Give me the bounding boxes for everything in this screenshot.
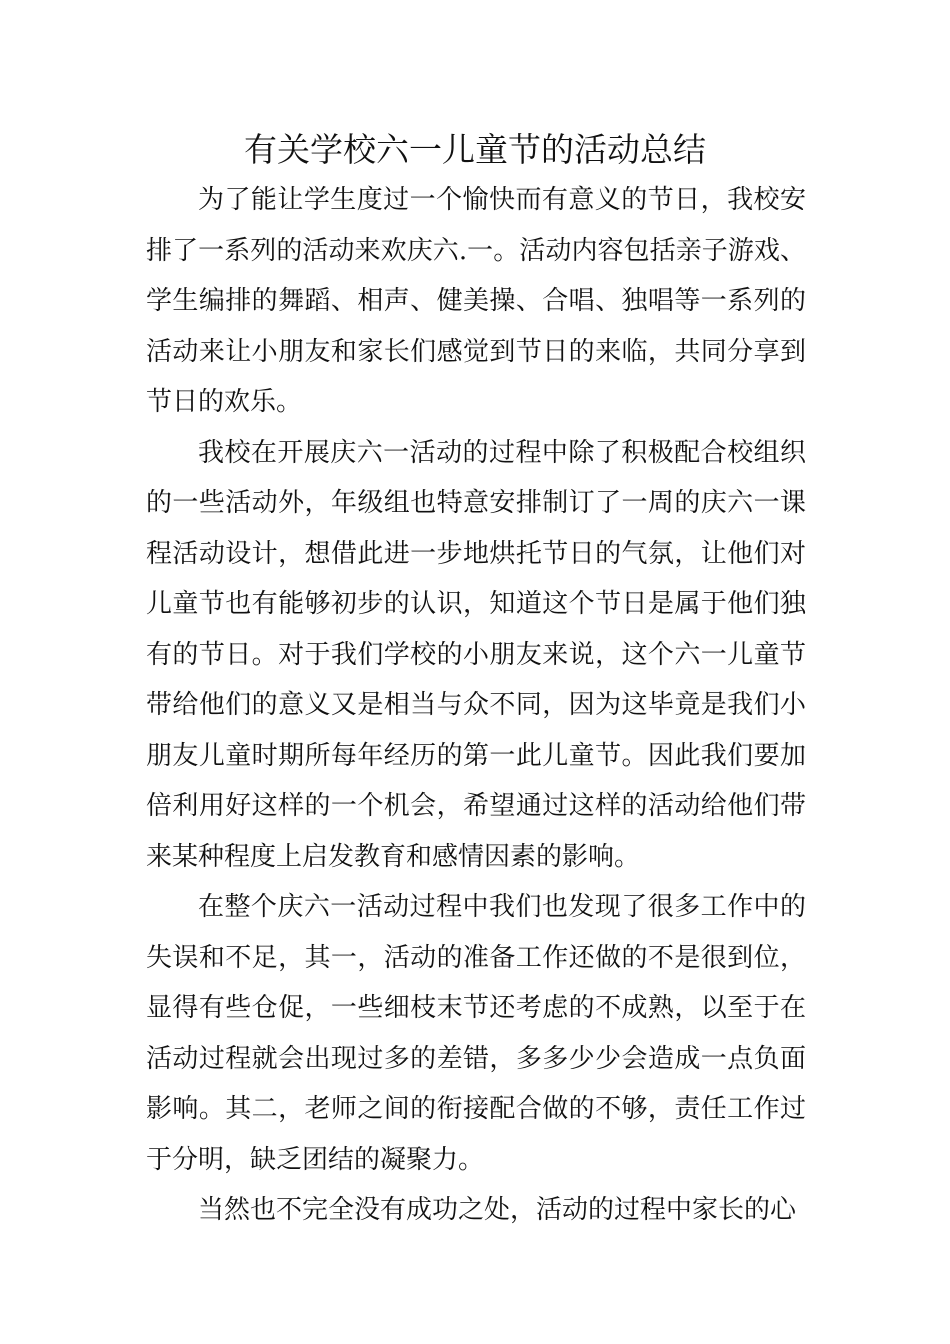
paragraph-1: 为了能让学生度过一个愉快而有意义的节日，我校安排了一系列的活动来欢庆六.一。活动内容包括亲子游戏、学生编排的舞蹈、相声、健美操、合唱、独唱等一系列的活动来让小朋友和家长们感觉到节日的来临，共同分享到节日的欢乐。 bbox=[146, 185, 806, 417]
document-body bbox=[146, 175, 806, 1236]
paragraph-2: 我校在开展庆六一活动的过程中除了积极配合校组织的一些活动外，年级组也特意安排制订了一周的庆六一课程活动设计，想借此进一步地烘托节日的气氛，让他们对儿童节也有能够初步的认识，知道这个节日是属于他们独有的节日。对于我们学校的小朋友来说，这个六一儿童节带给他们的意义又是相当与众不同，因为这毕竟是我们小朋友儿童时期所每年经历的第一此儿童节。因此我们要加倍利用好这样的一个机会，希望通过这样的活动给他们带来某种程度上启发教育和感情因素的影响。 bbox=[146, 437, 806, 872]
paragraph-4: 当然也不完全没有成功之处，活动的过程中家长的心 bbox=[198, 1195, 797, 1225]
paragraph-3: 在整个庆六一活动过程中我们也发现了很多工作中的失误和不足，其一，活动的准备工作还做的不是很到位，显得有些仓促，一些细枝末节还考虑的不成熟，以至于在活动过程就会出现过多的差错，多多少少会造成一点负面影响。其二，老师之间的衔接配合做的不够，责任工作过于分明，缺乏团结的凝聚力。 bbox=[146, 892, 806, 1175]
document-title: 有关学校六一儿童节的活动总结 bbox=[244, 130, 706, 169]
